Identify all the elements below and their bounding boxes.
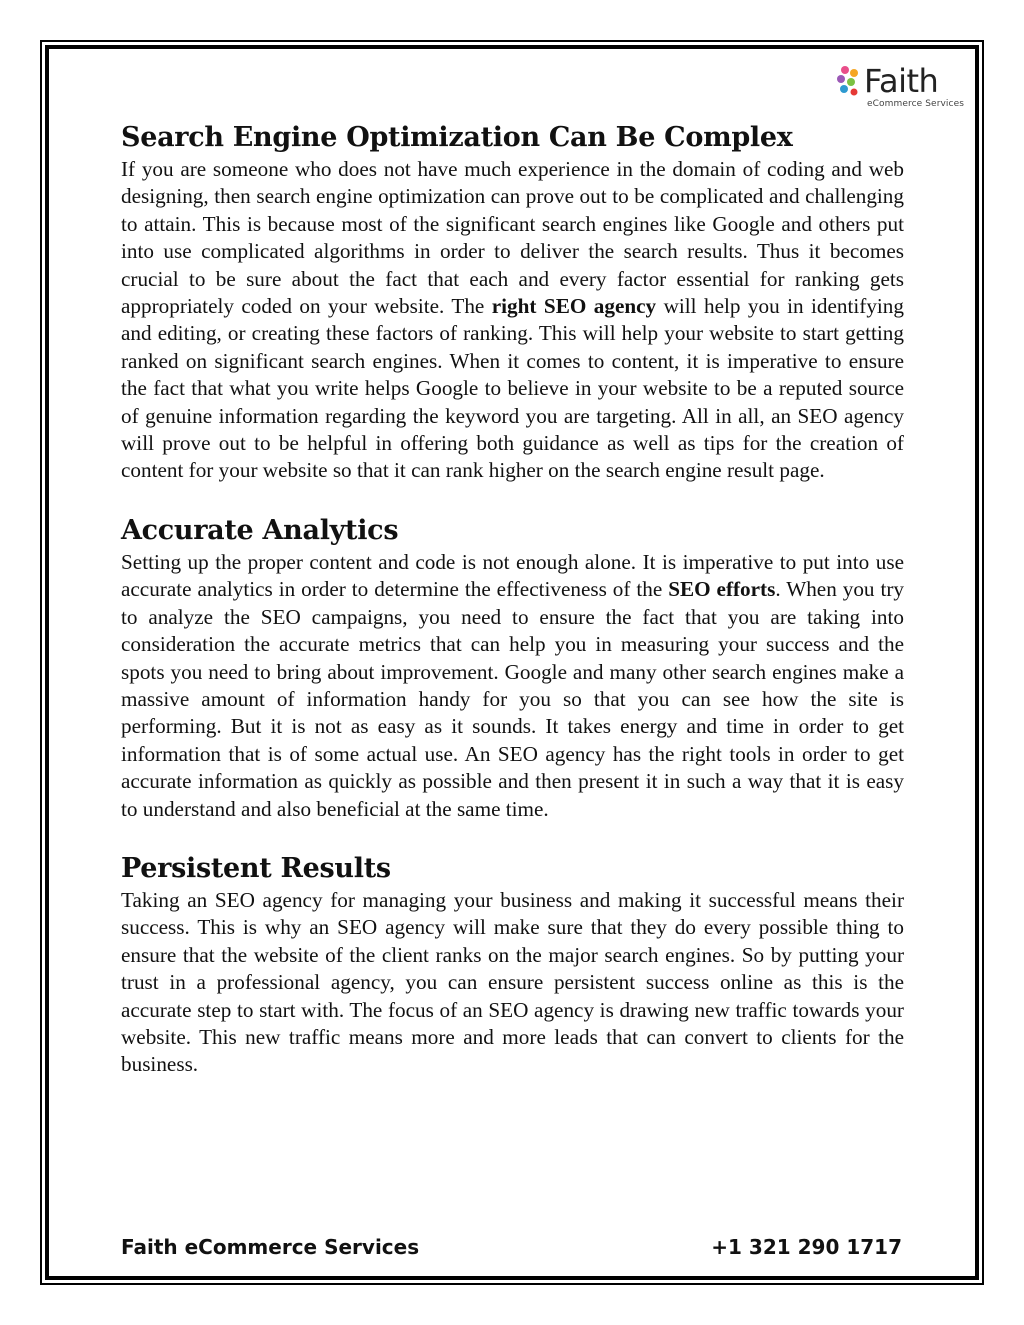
flower-icon — [836, 64, 862, 98]
paragraph-text: will help you in identifying and editing, or creating these factors of ranking. This will help your website to start getting ranked on significant search engines. When it comes to content, it is imperative to ensure the fact that what you write helps Google to believe in your website to be a reputed source of genuine information regarding the keyword you are targeting. All in all, an SEO agency will prove out to be helpful in offering both guidance as well as tips for the creation of content for your website so that it can rank higher on the search engine result page. — [121, 294, 904, 483]
section-paragraph — [121, 549, 904, 823]
logo-tagline: eCommerce Services — [867, 99, 964, 109]
article-body — [121, 120, 904, 1107]
logo-wordmark: Faith — [864, 62, 939, 100]
section-accurate-analytics — [121, 513, 904, 823]
footer-phone: +1 321 290 1717 — [711, 1235, 902, 1259]
company-logo — [836, 62, 966, 112]
paragraph-text: If you are someone who does not have much experience in the domain of coding and web designing, then search engine optimization can prove out to be complicated and challenging to attain. This is because most of the significant search engines like Google and others put into use complicated algorithms in order to deliver the search results. Thus it becomes crucial to be sure about the fact that each and every factor essential for ranking gets appropriately coded on your website. The — [121, 157, 904, 319]
section-heading: Persistent Results — [121, 852, 391, 884]
section-paragraph — [121, 156, 904, 485]
seo-efforts-link[interactable]: SEO efforts — [668, 577, 776, 602]
section-heading: Accurate Analytics — [121, 514, 399, 546]
section-heading: Search Engine Optimization Can Be Complex — [121, 122, 793, 153]
seo-agency-link[interactable]: right SEO agency — [491, 294, 657, 319]
paragraph-text: . When you try to analyze the SEO campaigns, you need to ensure the fact that you are taking into consideration the accurate metrics that can help you in measuring your success and the spots you need to bring about improvement. Google and many other search engines make a massive amount of information handy for you so that you can see how the site is performing. But it is not as easy as it sounds. It takes energy and time in order to get information that is of some actual use. An SEO agency has the right tools in order to get accurate information as quickly as possible and then present it in such a way that it is easy to understand and also beneficial at the same time. — [121, 577, 904, 821]
page-footer — [121, 1235, 902, 1265]
paragraph-text: Taking an SEO agency for managing your business and making it successful means their success. This is why an SEO agency will make sure that they do every possible thing to ensure that the website of the client ranks on the major search engines. So by putting your trust in a professional agency, you can ensure persistent success online as this is the accurate step to start with. The focus of an SEO agency is drawing new traffic towards your website. This new traffic means more and more leads that can convert to clients for the business. — [121, 887, 904, 1077]
footer-company: Faith eCommerce Services — [121, 1235, 420, 1259]
paragraph-text: Setting up the proper content and code is not enough alone. It is imperative to put into use accurate analytics in order to determine the effectiveness of the — [121, 549, 904, 602]
section-persistent-results — [121, 851, 904, 1079]
section-paragraph — [121, 887, 904, 1079]
section-seo-complex — [121, 120, 904, 485]
